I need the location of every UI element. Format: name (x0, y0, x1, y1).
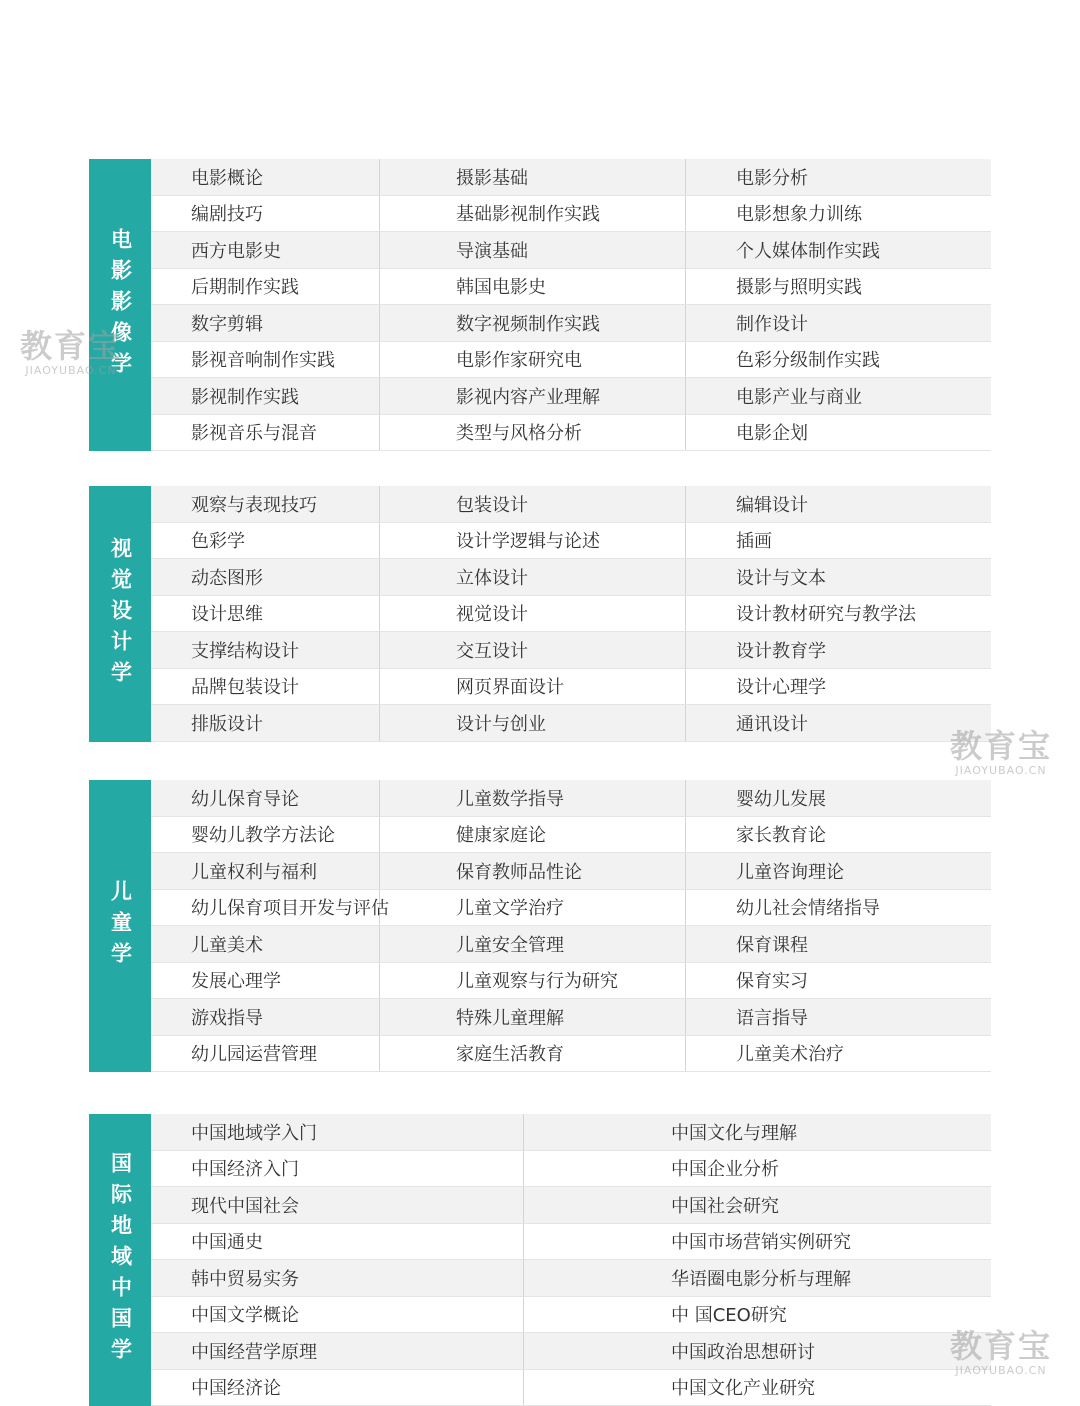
watermark-logo: 教育宝 JIAOYUBAO.CN (950, 1330, 1052, 1377)
course-cell: 网页界面设计 (380, 669, 686, 705)
course-cell: 现代中国社会 (151, 1187, 524, 1223)
course-cell: 健康家庭论 (380, 817, 686, 853)
course-cell: 基础影视制作实践 (380, 196, 686, 232)
course-cell: 西方电影史 (151, 232, 380, 268)
course-cell: 婴幼儿教学方法论 (151, 817, 380, 853)
course-cell: 插画 (686, 523, 991, 559)
course-cell: 包装设计 (380, 486, 686, 522)
table-row (151, 1297, 991, 1334)
course-cell: 影视制作实践 (151, 378, 380, 414)
course-cell: 电影产业与商业 (686, 378, 991, 414)
course-cell: 设计与文本 (686, 559, 991, 595)
course-cell: 交互设计 (380, 632, 686, 668)
category-label: 视觉设计学 (89, 486, 151, 742)
course-cell: 幼儿保育导论 (151, 780, 380, 816)
course-cell: 后期制作实践 (151, 269, 380, 305)
course-cell: 中国经济论 (151, 1370, 524, 1406)
course-cell: 设计与创业 (380, 705, 686, 741)
table-row (151, 669, 991, 706)
table-row (151, 1224, 991, 1261)
course-cell: 韩中贸易实务 (151, 1260, 524, 1296)
watermark-logo: 教育宝 JIAOYUBAO.CN (950, 730, 1052, 777)
course-cell: 中国社会研究 (524, 1187, 991, 1223)
course-cell: 中国文化与理解 (524, 1114, 991, 1150)
course-cell: 中国经营学原理 (151, 1333, 524, 1369)
course-cell: 导演基础 (380, 232, 686, 268)
course-cell: 特殊儿童理解 (380, 999, 686, 1035)
course-cell: 幼儿保育项目开发与评估 (151, 890, 380, 926)
course-cell: 编剧技巧 (151, 196, 380, 232)
course-table (151, 1114, 991, 1406)
table-row (151, 817, 991, 854)
section-film (89, 159, 991, 451)
table-row (151, 232, 991, 269)
course-cell: 数字剪辑 (151, 305, 380, 341)
course-cell: 设计教材研究与教学法 (686, 596, 991, 632)
table-row (151, 780, 991, 817)
course-cell: 电影企划 (686, 415, 991, 451)
course-cell: 设计教育学 (686, 632, 991, 668)
course-cell: 动态图形 (151, 559, 380, 595)
table-row (151, 196, 991, 233)
course-cell: 电影作家研究电 (380, 342, 686, 378)
table-row (151, 853, 991, 890)
course-cell: 儿童数学指导 (380, 780, 686, 816)
category-label: 国际地域中国学 (89, 1114, 151, 1406)
table-row (151, 378, 991, 415)
course-cell: 儿童咨询理论 (686, 853, 991, 889)
course-cell: 影视音乐与混音 (151, 415, 380, 451)
course-cell: 保育教师品性论 (380, 853, 686, 889)
course-cell: 通讯设计 (686, 705, 991, 741)
course-cell: 韩国电影史 (380, 269, 686, 305)
table-row (151, 1114, 991, 1151)
course-cell: 制作设计 (686, 305, 991, 341)
table-row (151, 705, 991, 742)
course-cell: 发展心理学 (151, 963, 380, 999)
course-cell: 语言指导 (686, 999, 991, 1035)
course-cell: 游戏指导 (151, 999, 380, 1035)
course-cell: 儿童文学治疗 (380, 890, 686, 926)
course-cell: 中国通史 (151, 1224, 524, 1260)
course-cell: 华语圈电影分析与理解 (524, 1260, 991, 1296)
course-cell: 电影概论 (151, 159, 380, 195)
table-row (151, 1370, 991, 1406)
table-row (151, 890, 991, 927)
course-cell: 设计学逻辑与论述 (380, 523, 686, 559)
course-cell: 保育课程 (686, 926, 991, 962)
table-row (151, 486, 991, 523)
course-cell: 排版设计 (151, 705, 380, 741)
table-row (151, 963, 991, 1000)
course-cell: 类型与风格分析 (380, 415, 686, 451)
table-row (151, 559, 991, 596)
course-cell: 中国市场营销实例研究 (524, 1224, 991, 1260)
course-cell: 儿童美术 (151, 926, 380, 962)
course-cell: 设计思维 (151, 596, 380, 632)
course-cell: 中 国CEO研究 (524, 1297, 991, 1333)
course-cell: 中国文学概论 (151, 1297, 524, 1333)
course-cell: 编辑设计 (686, 486, 991, 522)
section-visual-design (89, 486, 991, 742)
category-label: 电影影像学 (89, 159, 151, 451)
course-cell: 中国经济入门 (151, 1151, 524, 1187)
table-row (151, 342, 991, 379)
table-row (151, 305, 991, 342)
course-cell: 数字视频制作实践 (380, 305, 686, 341)
course-cell: 色彩学 (151, 523, 380, 559)
course-cell: 摄影与照明实践 (686, 269, 991, 305)
course-cell: 色彩分级制作实践 (686, 342, 991, 378)
course-table (151, 486, 991, 742)
category-label: 儿童学 (89, 780, 151, 1072)
course-table (151, 780, 991, 1072)
watermark-logo: 教育宝 JIAOYUBAO.CN (20, 330, 122, 377)
course-cell: 中国企业分析 (524, 1151, 991, 1187)
course-cell: 中国文化产业研究 (524, 1370, 991, 1406)
course-cell: 电影分析 (686, 159, 991, 195)
course-cell: 品牌包装设计 (151, 669, 380, 705)
table-row (151, 632, 991, 669)
course-cell: 家庭生活教育 (380, 1036, 686, 1072)
table-row (151, 415, 991, 452)
course-cell: 视觉设计 (380, 596, 686, 632)
course-cell: 儿童美术治疗 (686, 1036, 991, 1072)
course-cell: 立体设计 (380, 559, 686, 595)
table-row (151, 159, 991, 196)
table-row (151, 269, 991, 306)
course-table (151, 159, 991, 451)
table-row (151, 1260, 991, 1297)
course-cell: 保育实习 (686, 963, 991, 999)
table-row (151, 999, 991, 1036)
course-cell: 中国政治思想研讨 (524, 1333, 991, 1369)
course-cell: 婴幼儿发展 (686, 780, 991, 816)
course-cell: 影视内容产业理解 (380, 378, 686, 414)
course-cell: 幼儿社会情绪指导 (686, 890, 991, 926)
section-china-studies (89, 1114, 991, 1406)
course-cell: 电影想象力训练 (686, 196, 991, 232)
table-row (151, 1036, 991, 1073)
section-child-studies (89, 780, 991, 1072)
table-row (151, 1151, 991, 1188)
course-cell: 观察与表现技巧 (151, 486, 380, 522)
table-row (151, 1333, 991, 1370)
course-cell: 幼儿园运营管理 (151, 1036, 380, 1072)
course-cell: 儿童安全管理 (380, 926, 686, 962)
course-cell: 儿童权利与福利 (151, 853, 380, 889)
course-cell: 摄影基础 (380, 159, 686, 195)
table-row (151, 523, 991, 560)
course-cell: 支撑结构设计 (151, 632, 380, 668)
course-cell: 中国地域学入门 (151, 1114, 524, 1150)
course-cell: 儿童观察与行为研究 (380, 963, 686, 999)
course-cell: 影视音响制作实践 (151, 342, 380, 378)
table-row (151, 1187, 991, 1224)
course-cell: 个人媒体制作实践 (686, 232, 991, 268)
table-row (151, 926, 991, 963)
course-cell: 家长教育论 (686, 817, 991, 853)
table-row (151, 596, 991, 633)
course-cell: 设计心理学 (686, 669, 991, 705)
